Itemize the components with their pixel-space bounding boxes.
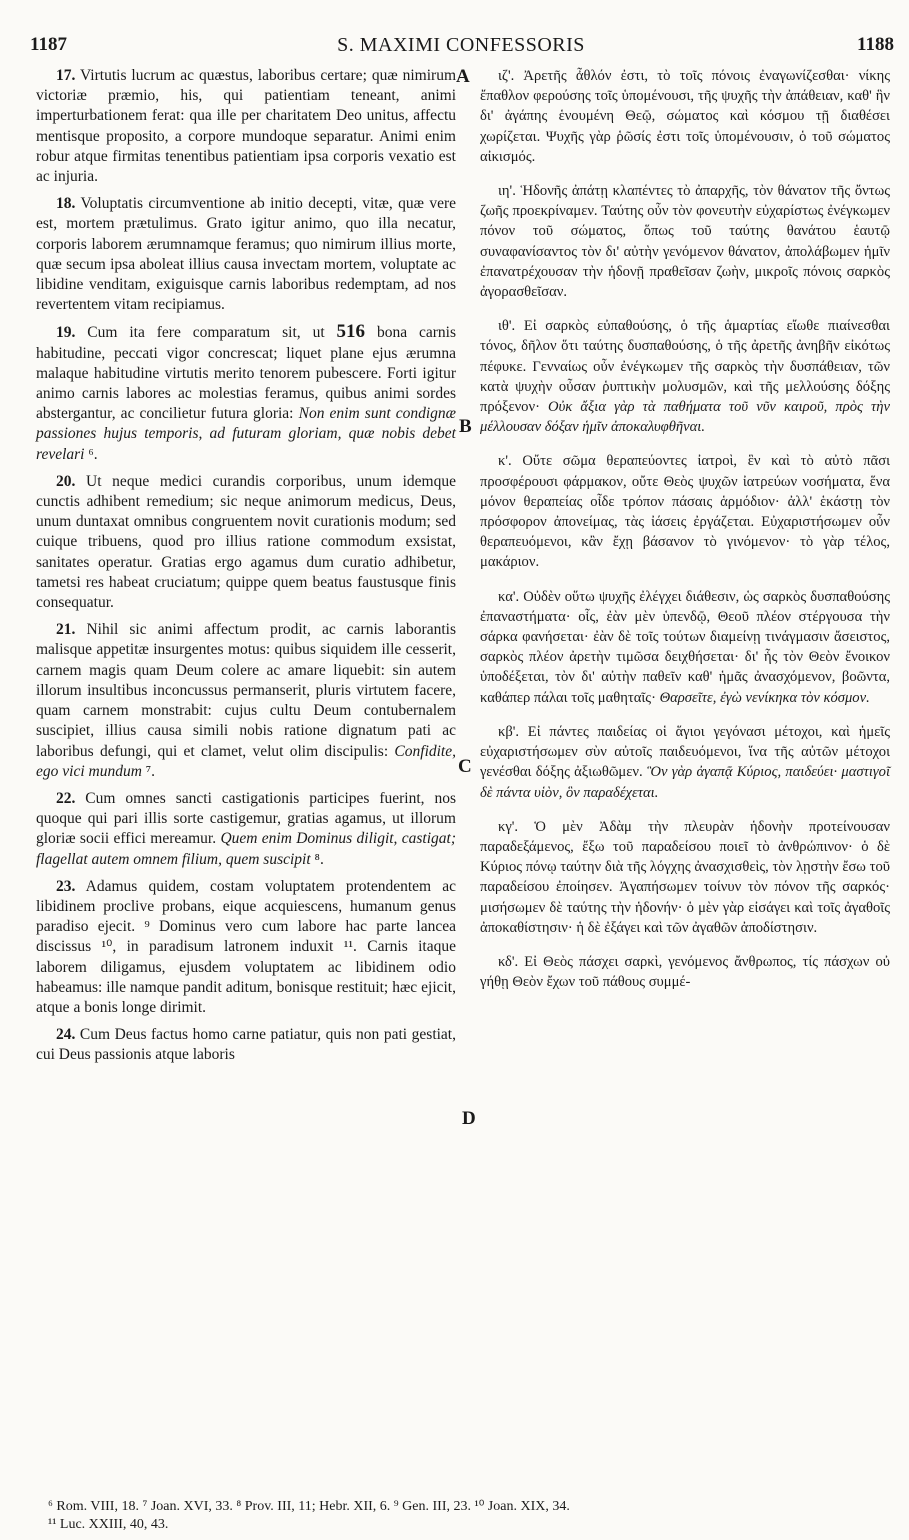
latin-paragraph-21: 21. Nihil sic animi affectum prodit, ac carnis laborantis malisque appetitæ insurgentes motus: quibus siquidem ille cesserit, carnem magis quam Deum colere ac amare liquebit: sin autem illorum insultibus inconcussus permanserit, pluris virtutem facere, quam carnem monstrabit: cujus cultu Deum contubernalem suscipiet, illius causa simili nobis ratione dignatum pati ac laboribus defungi, qui et clamet, velut olim discipulis: Confidite, ego vici mundum ⁷.: [36, 621, 456, 780]
greek-column: [480, 66, 890, 1006]
running-title: S. MAXIMI CONFESSORIS: [337, 34, 585, 56]
latin-paragraph-24: 24. Cum Deus factus homo carne patiatur, quis non pati gestiat, cui Deus passionis atque laboris: [36, 1026, 456, 1064]
greek-paragraph-17: ιζ'. Ἀρετῆς ἆθλόν ἐστι, τὸ τοῖς πόνοις ἐναγωνίζεσθαι· νίκης ἔπαθλον φερούσης τοῖς ὑπομένουσι, τῆς ψυχῆς τὴν ἀπάθειαν, καθ' ἣν δι' ἀγάπης ἑνουμένη Θεῷ, σώματος καὶ κόσμου τῇ διαθέσει χωρίζεται. Ψυχῆς γὰρ ῥῶσίς ἐστι τοῖς ὑπομένουσιν, ὁ τοῦ σώματος αἰκισμός.: [480, 68, 890, 165]
greek-paragraph-22: κβ'. Εἰ πάντες παιδείας οἱ ἅγιοι γεγόνασι μέτοχοι, καὶ ἡμεῖς εὐχαριστήσωμεν σὺν αὐτοῖς παιδευόμενοι, ἵνα τῆς αὐτῶν μέτοχοι γενέσθαι δόξης ἀξιωθῶμεν. Ὃν γὰρ ἀγαπᾷ Κύριος, παιδεύει· μαστιγοῖ δὲ πάντα υἱὸν, ὃν παραδέχεται.: [480, 723, 890, 801]
footnotes: [48, 1498, 898, 1534]
latin-paragraph-23: 23. Adamus quidem, costam voluptatem protendentem ac libidinem proclive probans, eique acquiescens, humanum genus paradiso ejecit. ⁹ Dominus vero cum labore hac parte lancea discissus ¹⁰, in paradisum latronem induxit ¹¹. Carnis itaque laborem diligamus, ejusdem voluptatem ac libidinem odio habeamus: ille namque pandit aditum, bonisque restituit; hæc ejicit, atque a bonis longe dirimit.: [36, 877, 456, 1016]
greek-paragraph-21: κα'. Οὐδὲν οὕτω ψυχῆς ἐλέγχει διάθεσιν, ὡς σαρκὸς δυσπαθούσης ἐπαναστήματα· οἷς, ἐὰν μὲν ὑπενδῷ, Θεοῦ πλέον στέργουσα τὴν σάρκα φανήσεται· ἐὰν δὲ τοῖς τούτων διαμείνῃ τινάγμασιν ἄσειστος, σαρκὸς πλέον ἀρετὴν τιμῶσα δειχθήσεται· δι' ἧς τὸν Θεὸν ἔνοικον ὑποδέξεται, τὸν δι' αὐτὴν παθεῖν καθ' ἡμᾶς ἀνασχόμενον, βοῶντα, καθάπερ πάλαι τοῖς μαθηταῖς· Θαρσεῖτε, ἐγὼ νενίκηκα τὸν κόσμον.: [480, 588, 890, 706]
greek-paragraph-18: ιη'. Ἡδονῆς ἀπάτῃ κλαπέντες τὸ ἀπαρχῆς, τὸν θάνατον τῆς ὄντως ζωῆς προεκρίναμεν. Ταύτης οὖν τὸν φονευτὴν εὐχαρίστως ἐνέγκωμεν πόνον τοῦ σώματος, ὅπως τοῦ ταύτης θανάτου ἑαυτῷ συναφανίσαντος τὸν δι' αὐτὴν γενόμενον θάνατον, ἀπολάβωμεν ἡμῖν ἐπανατρέχουσαν τὴν ἡδονῇ πραθεῖσαν ζωὴν, μικροῖς πόνοις σαρκὸς ἀγορασθεῖσαν.: [480, 183, 890, 301]
greek-paragraph-23: κγ'. Ὁ μὲν Ἀδὰμ τὴν πλευρὰν ἡδονὴν προτείνουσαν παραδεξάμενος, ἔξω τοῦ παραδείσου ποιεῖ τὸ ἀνθρώπινον· ὁ δὲ Κύριος πόνῳ ταύτην διὰ τῆς λόγχης ἀνασχισθεὶς, τὸν λῃστὴν ἔσω τοῦ παραδείσου ἐποίησεν. Ἀγαπήσωμεν τοίνυν τὸν πόνον τῆς σαρκός· μισήσωμεν δὲ ταύτης τὴν ἡδονήν· ὁ μὲν γὰρ εἰσάγει καὶ τοῖς ἀγαθοῖς ἀποκαθίστησιν· ἡ δὲ ἐξάγει καὶ τῶν ἀγαθῶν ἀποδίστησιν.: [480, 818, 890, 936]
greek-paragraph-20: κ'. Οὔτε σῶμα θεραπεύοντες ἰατροὶ, ἓν καὶ τὸ αὐτὸ πᾶσι προσφέρουσι φάρμακον, οὔτε Θεὸς ψυχῶν ἰατρεύων νοσήματα, ἕνα μόνον θεραπείας οἶδε τρόπον πάσαις ἁρμόδιον· ἀλλ' ἑκάστῃ τὸν πρόσφορον ἀπονείμας, τὰς ἰάσεις ἐργάζεται. Εὐχαριστήσωμεν οὖν θεραπευόμενοι, κἂν ἔχῃ βάσανον τὸ γινόμενον· τὸ γὰρ τέλος, μακάριον.: [480, 453, 890, 571]
greek-paragraph-19: ιθ'. Εἰ σαρκὸς εὐπαθούσης, ὁ τῆς ἁμαρτίας εἴωθε πιαίνεσθαι τόνος, δῆλον ὅτι ταύτης δυσπαθούσης, ὁ τῆς ἀρετῆς ἀνηβῆν εἰκότως πέφυκε. Γενναίως οὖν ἐνέγκωμεν τῆς σαρκὸς τὴν δυσπάθειαν, τῶν κατὰ ψυχὴν οὖσαν ῥυπτικὴν μολυσμῶν, καὶ τῆς μελλούσης δόξης πρόξενον· Οὐκ ἄξια γὰρ τὰ παθήματα τοῦ νῦν καιροῦ, πρὸς τὴν μέλλουσαν δόξαν ἡμῖν ἀποκαλυφθῆναι.: [480, 318, 890, 436]
greek-paragraph-24: κδ'. Εἰ Θεὸς πάσχει σαρκὶ, γενόμενος ἄνθρωπος, τίς πάσχων οὐ γήθῃ Θεὸν ἔχων τοῦ πάθους συμμέ-: [480, 953, 890, 991]
latin-paragraph-18: 18. Voluptatis circumventione ab initio decepti, vitæ, quæ vere est, mortem prætulimus. Grato igitur animo, quo illa necatur, corporis laborem ærumnamque feramus; quo nimirum illius morte, quæ secum ipsa aboleat illius causa invectam mortem, voluptate ac libidine venditam, exiguisque carnis laboribus redemptam, ad nos revertentem vitam recipiamus.: [36, 195, 456, 314]
latin-paragraph-19: 19. Cum ita fere comparatum sit, ut 516 bona carnis habitudine, peccati vigor concrescat; liquet plane ejus ærumna malaque habitudine virtutis merito tenorem pubescere. Forti igitur animo carnis labores ac molestias feramus, quibus animi sordes abstergantur, ac concilietur futura gloria: Non enim sunt condignæ passiones hujus temporis, ad futuram gloriam, quæ nobis debet revelari ⁶.: [36, 321, 457, 463]
page-header: [28, 34, 894, 60]
latin-column: [36, 66, 456, 1073]
latin-paragraph-17: 17. Virtutis lucrum ac quæstus, laboribus certare; quæ nimirum victoriæ præmio, his, qui patientiam teneant, animi imperturbationem ferat: qua ille per charitatem Deo unitus, affectu mentisque proposito, a corpore mundoque separatur. Animi enim robur atque firmitas tenentibus patientiam ipsa corporis vexatio est ac injuria.: [36, 67, 456, 186]
margin-marker-d: D: [462, 1108, 476, 1129]
footnote-line-2: ¹¹ Luc. XXIII, 40, 43.: [48, 1517, 169, 1532]
margin-marker-a: A: [456, 66, 470, 87]
margin-marker-b: B: [459, 416, 472, 437]
page-number-right: 1188: [857, 34, 894, 55]
column-number: 516: [336, 321, 366, 343]
margin-marker-c: C: [458, 756, 472, 777]
latin-paragraph-22: 22. Cum omnes sancti castigationis participes fuerint, nos quoque qui pari illis sorte castigemur, gratias agamus, ut illorum gloriæ socii effici mereamur. Quem enim Dominus diligit, castigat; flagellat autem omnem filium, quem suscipit ⁸.: [36, 789, 456, 868]
latin-paragraph-20: 20. Ut neque medici curandis corporibus, unum idemque cunctis adhibent remedium; sic neque animorum medicus, Deus, unum duntaxat omnibus congruentem novit curationis modum; sed cuique tribuens, quod pro illius ratione commodum exsistat, sanitates operatur. Gratias ergo agamus dum curatio adhibetur, tametsi res habeat cruciatum; quippe quem beatus faustusque finis consequatur.: [36, 472, 456, 612]
footnote-line-1: ⁶ Rom. VIII, 18. ⁷ Joan. XVI, 33. ⁸ Prov. III, 11; Hebr. XII, 6. ⁹ Gen. III, 23. ¹⁰ Joan. XIX, 34.: [48, 1499, 570, 1514]
page-number-left: 1187: [30, 34, 67, 55]
